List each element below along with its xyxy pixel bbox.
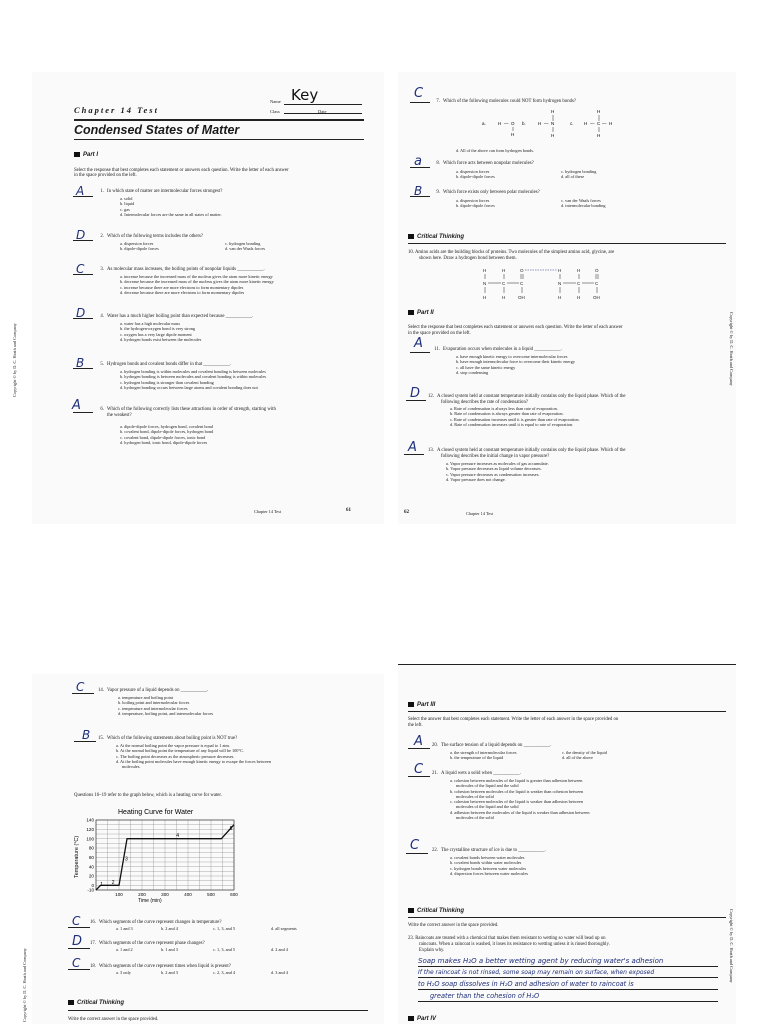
answer-rule-4 xyxy=(418,1001,718,1002)
options-q17: a. 1 and 2 b. 1 and 3 c. 1, 3, and 5 d. 2 and 4 xyxy=(116,947,288,952)
svg-text:—: — xyxy=(504,121,509,126)
options-q21: a. cohesion between molecules of the liquid is greater than adhesion between molecules of the liquid and the solid b. cohesion between molecules of the liquid is weaker than cohesion between molecules of the solid c. cohesion between molecules of the liquid is weaker than adhesion between molecules of the liquid and the solid d. adhesion between the molecules of the liquid is weaker than adhesion between molecules of the solid xyxy=(450,778,590,821)
svg-text:H: H xyxy=(538,121,542,126)
question-12-line-2: following describes the rate of condensation? xyxy=(441,400,528,405)
y-tick-label: 140 xyxy=(86,817,94,823)
answer-line-q20 xyxy=(408,748,430,749)
svg-text:H: H xyxy=(558,295,562,300)
segment-label: 1 xyxy=(100,882,104,889)
question-9: 9. Which force exists only between polar molecules? xyxy=(436,190,540,195)
answer-q6: A xyxy=(72,398,81,413)
svg-text:C: C xyxy=(597,121,601,126)
question-20: 20. The surface tension of a liquid depends on ___________. xyxy=(432,743,552,748)
svg-text:—: — xyxy=(590,121,595,126)
page-63 xyxy=(22,674,384,1024)
y-tick-label: -10 xyxy=(87,887,94,893)
footer-page-62: 62 xyxy=(404,510,409,515)
p64-instructions-line-1: Select the answer that best completes each statement. Write the letter of each answer in the space provided on xyxy=(408,717,619,722)
svg-text:H: H xyxy=(609,121,613,126)
options-q3: a. increase because the increased mass of the nucleus gives the atom more kinetic energy b. decrease because the increased mass of the nucleus gives the atom more kinetic energy c. increase because there are more electrons to form momentary dipoles d. decrease because there are more electrons to form momentary dipoles xyxy=(120,274,274,295)
svg-text:H: H xyxy=(483,268,487,273)
critical-rule-62 xyxy=(408,243,726,244)
options-q18: a. 3 only b. 2 and 3 c. 2, 3, and 4 d. 3 and 4 xyxy=(116,970,288,975)
critical-rule-63 xyxy=(68,1010,368,1011)
svg-text:H: H xyxy=(502,268,506,273)
answer-q23-line-1: Soap makes H₂O a better wetting agent by reducing water's adhesion xyxy=(418,957,664,965)
question-5: 5. Hydrogen bonds and covalent bonds differ in that ___________. xyxy=(100,362,231,367)
y-tick-label: 0 xyxy=(91,882,94,888)
x-tick-label: 400 xyxy=(184,892,192,897)
options-q11: a. have enough kinetic energy to overcome intermolecular forces b. have enough intermolecular force to overcome their kinetic energy c. all have the same kinetic energy d. stop condensing xyxy=(456,354,575,375)
question-12: 12. A closed system held at constant temperature initially contains only the liquid phase. Which of the xyxy=(428,394,626,399)
y-tick-label: 120 xyxy=(86,826,94,832)
question-21: 21. A liquid wets a solid when ___________. xyxy=(432,771,521,776)
x-tick-label: 300 xyxy=(161,892,169,897)
p62-instructions-line-1: Select the response that best completes each statement or answers each question. Write the letter of each answer xyxy=(408,325,623,330)
name-label: Name xyxy=(270,99,281,104)
answer-q7: C xyxy=(414,86,424,101)
options-q9: a. dispersion forces c. van der Waals forces b. dipole-dipole forces d. intermolecular bonding xyxy=(456,198,606,209)
q7-option-d: d. All of the above can form hydrogen bonds. xyxy=(456,148,535,153)
question-17: 17. Which segments of the curve represent phase changes? xyxy=(90,941,205,946)
instructions-line-1: Select the response that best completes each statement or answers each question. Write the letter of each answer xyxy=(74,168,289,173)
answer-line-q12 xyxy=(406,400,426,401)
answer-q4: D xyxy=(76,306,86,320)
instructions-line-2: in the space provided on the left. xyxy=(74,173,137,178)
chart-ylabel: Temperature (°C) xyxy=(74,835,80,878)
chart-title: Heating Curve for Water xyxy=(118,809,194,816)
p62-instructions-line-2: in the space provided on the left. xyxy=(408,331,471,336)
svg-text:OH: OH xyxy=(593,295,600,300)
y-tick-label: 80 xyxy=(88,845,94,851)
svg-text:H: H xyxy=(577,268,581,273)
options-q12: a. Rate of condensation is always less than rate of evaporation. b. Rate of condensation is always greater than rate of evaporation. c. Rate of condensation increases until it is greater than rate of evaporation. d. Rate of condensation increases until it is equal to rate of evaporation. xyxy=(450,406,580,427)
answer-q1: A xyxy=(76,184,85,198)
critical-thinking-heading-63: Critical Thinking xyxy=(68,1000,124,1006)
answer-line-q9 xyxy=(410,196,430,197)
svg-text:O: O xyxy=(520,268,524,273)
answer-line-q1 xyxy=(73,196,93,197)
answer-q23-line-4: greater than the cohesion of H₂O xyxy=(430,992,540,1000)
svg-text:—: — xyxy=(602,121,607,126)
q7-label-c: c. xyxy=(570,121,574,126)
footer-page-61: 61 xyxy=(346,508,351,513)
segment-label: 2 xyxy=(111,879,115,886)
svg-text:N: N xyxy=(558,281,562,286)
p63-write-instruction: Write the correct answer in the space provided. xyxy=(68,1017,159,1022)
svg-text:C: C xyxy=(520,281,524,286)
options-q20: a. the strength of intermolecular forces c. the density of the liquid b. the temperature of the liquid d. all of the above xyxy=(450,750,607,761)
answer-line-q3 xyxy=(73,274,93,275)
options-q4: a. water has a high molecular mass b. the hydrogen-oxygen bond is very strong c. oxygen has a very large dipole moment d. hydrogen bonds exist between the molecules xyxy=(120,321,202,342)
question-3: 3. As molecular mass increases, the boiling points of nonpolar liquids ___________. xyxy=(100,267,265,272)
segment-label: 4 xyxy=(176,833,179,840)
footer-title-62: Chapter 14 Test xyxy=(466,511,494,516)
answer-q12: D xyxy=(410,386,421,401)
copyright-62: Copyright © by D. C. Heath and Company xyxy=(729,312,734,386)
answer-q13: A xyxy=(408,440,417,455)
chart-xlabel: Time (min) xyxy=(138,898,162,904)
question-2: 2. Which of the following terms includes the others? xyxy=(100,234,204,239)
critical-thinking-heading-62: Critical Thinking xyxy=(408,234,464,240)
svg-text:H: H xyxy=(584,121,588,126)
copyright-61: Copyright © by D. C. Heath and Company xyxy=(12,323,17,397)
page-64-top-rule xyxy=(398,664,736,665)
x-tick-label: 500 xyxy=(207,892,215,897)
glycine-diagram xyxy=(463,265,663,305)
question-6: 6. Which of the following correctly lists these attractions in order of strength, starting with xyxy=(100,407,276,412)
question-1: 1. In which state of matter are intermolecular forces strongest? xyxy=(100,189,223,194)
options-q8: a. dispersion forces c. hydrogen bonding b. dipole-dipole forces d. all of these xyxy=(456,169,597,180)
date-label: Date xyxy=(318,109,327,114)
options-q15: a. At the normal boiling point the vapor pressure is equal to 1 atm. b. At the normal boiling point the temperature of any liquid will be 100°C. c. The boiling point decreases as the atmospheric pressure decreases. d. At the boiling point molecules have enough kinetic energy to escape the forces between molecules. xyxy=(116,743,271,770)
answer-line-q15 xyxy=(74,741,96,742)
answer-line-q13 xyxy=(404,454,424,455)
p64-write-instruction: Write the correct answer in the space provided. xyxy=(408,923,499,928)
p64-instructions-line-2: the left. xyxy=(408,723,423,728)
question-11: 11. Evaporation occurs when molecules in a liquid ___________. xyxy=(434,347,562,352)
answer-rule-2 xyxy=(418,977,718,978)
name-value: Key xyxy=(291,86,319,104)
page-64 xyxy=(398,664,736,1024)
answer-line-q16 xyxy=(68,927,90,928)
svg-text:H: H xyxy=(498,121,502,126)
class-label: Class xyxy=(270,109,280,114)
answer-line-q21 xyxy=(408,776,430,777)
svg-text:C: C xyxy=(502,281,506,286)
page-61 xyxy=(12,72,384,524)
question-23-line-3: Explain why. xyxy=(419,948,445,953)
svg-text:—: — xyxy=(544,121,549,126)
x-tick-label: 600 xyxy=(230,892,238,897)
critical-thinking-heading-64: Critical Thinking xyxy=(408,908,464,914)
segment-label: 3 xyxy=(125,856,128,863)
question-7: 7. Which of the following molecules could NOT form hydrogen bonds? xyxy=(436,99,576,104)
answer-line-q17 xyxy=(68,948,90,949)
question-8: 8. Which force acts between nonpolar molecules? xyxy=(436,161,534,166)
answer-q21: C xyxy=(414,762,424,777)
svg-text:C: C xyxy=(595,281,599,286)
part-iii-heading: Part III xyxy=(408,702,435,708)
y-tick-label: 40 xyxy=(88,864,94,870)
question-6-line-2: the weakest? xyxy=(107,413,132,418)
svg-text:N: N xyxy=(483,281,487,286)
answer-q5: B xyxy=(76,356,85,370)
y-tick-label: 20 xyxy=(88,873,94,879)
svg-text:H: H xyxy=(483,295,487,300)
svg-text:H: H xyxy=(511,132,515,137)
answer-line-q14 xyxy=(72,693,94,694)
svg-text:H: H xyxy=(597,133,601,138)
answer-q23-line-2: If the raincoat is not rinsed, some soap may remain on surface, when exposed xyxy=(418,969,655,976)
answer-q22: C xyxy=(410,838,420,853)
answer-line-q6 xyxy=(73,412,93,413)
question-14: 14. Vapor pressure of a liquid depends on ___________. xyxy=(98,688,209,693)
answer-q18: C xyxy=(72,956,81,970)
answer-line-q22 xyxy=(406,853,428,854)
answer-q23-line-3: to H₂O soap dissolves in H₂O and adhesion of water to raincoat is xyxy=(418,980,634,988)
copyright-63: Copyright © by D. C. Heath and Company xyxy=(22,948,27,1022)
q7-molecules xyxy=(478,105,698,145)
answer-q3: C xyxy=(76,262,85,276)
question-13-line-2: following describes the initial change in vapor pressure? xyxy=(441,454,550,459)
question-23-line-2: raincoats. When a raincoat is washed, it loses its resistance to wetting unless it is rinsed thoroughly. xyxy=(419,942,610,947)
answer-q17: D xyxy=(72,934,83,949)
answer-q15: B xyxy=(82,728,91,742)
class-line xyxy=(284,113,362,114)
footer-title-61: Chapter 14 Test xyxy=(254,509,282,514)
q7-label-a: a. xyxy=(482,121,486,126)
answer-line-q8 xyxy=(410,167,430,168)
part-iv-heading: Part IV xyxy=(408,1016,436,1022)
options-q16: a. 1 and 3 b. 2 and 4 c. 1, 3, and 5 d. all segments xyxy=(116,926,297,931)
answer-q9: B xyxy=(414,184,423,198)
part-i-heading: Part I xyxy=(74,152,98,158)
answer-line-q7 xyxy=(410,102,430,103)
svg-text:O: O xyxy=(511,121,515,126)
test-title: Condensed States of Matter xyxy=(74,123,240,137)
answer-line-q11 xyxy=(410,352,430,353)
options-q14: a. temperature and boiling point b. boiling point and intermolecular forces c. temperature and intermolecular forces d. temperature, boiling point, and intermolecular forces xyxy=(118,695,214,716)
answer-line-q5 xyxy=(73,368,93,369)
svg-text:H: H xyxy=(597,109,601,114)
options-q22: a. covalent bonds between water molecules b. covalent bonds within water molecules c. hydrogen bonds between water molecules d. dispersion forces between water molecules xyxy=(450,855,529,876)
options-q6: a. dipole-dipole forces, hydrogen bond, covalent bond b. covalent bond, dipole-dipole forces, hydrogen bond c. covalent bond, dipole-dipole forces, ionic bond d. hydrogen bond, ionic bond, dipole-dipole forces xyxy=(120,424,214,445)
part-iii-rule xyxy=(408,711,726,712)
segment-label: 5 xyxy=(229,826,233,833)
x-tick-label: 200 xyxy=(138,892,146,897)
part-ii-heading: Part II xyxy=(408,310,434,316)
title-rule-bottom xyxy=(74,139,364,140)
title-rule xyxy=(74,119,364,121)
question-22: 22. The crystalline structure of ice is due to ___________. xyxy=(432,848,546,853)
svg-text:H: H xyxy=(502,295,506,300)
x-tick-label: 100 xyxy=(115,892,123,897)
answer-q14: C xyxy=(76,680,85,694)
answer-q20: A xyxy=(414,734,423,749)
svg-text:H: H xyxy=(577,295,581,300)
options-q2: a. dispersion forces c. hydrogen bonding b. dipole-dipole forces d. van der Waals forces xyxy=(120,241,266,252)
question-16: 16. Which segments of the curve represent changes in temperature? xyxy=(90,920,222,925)
answer-rule-1 xyxy=(418,966,718,967)
question-23: 23. Raincoats are treated with a chemical that makes them resistant to wetting so water will bead up on xyxy=(408,936,606,941)
copyright-64: Copyright © by D. C. Heath and Company xyxy=(729,909,734,983)
y-tick-label: 100 xyxy=(86,836,94,842)
heating-curve-chart xyxy=(66,806,246,906)
chapter-label: Chapter 14 Test xyxy=(74,105,159,115)
svg-text:OH: OH xyxy=(518,295,525,300)
graph-intro: Questions 16–19 refer to the graph below, which is a heating curve for water. xyxy=(74,793,222,798)
answer-q2: D xyxy=(76,228,86,242)
page-62 xyxy=(398,72,736,524)
critical-rule-64 xyxy=(408,917,726,918)
svg-text:H: H xyxy=(558,268,562,273)
q7-label-b: b. xyxy=(522,121,526,126)
svg-text:H: H xyxy=(551,109,555,114)
answer-line-q2 xyxy=(73,240,93,241)
question-10: 10. Amino acids are the building blocks of proteins. Two molecules of the simplest amino acid, glycine, are xyxy=(408,250,615,255)
answer-rule-3 xyxy=(418,989,718,990)
options-q5: a. hydrogen bonding is within molecules and covalent bonding is between molecules b. hydrogen bonding is between molecules and covalent bonding is within molecules c. hydrogen bonding is stronger than covalent bonding d. hydrogen bonding occurs between large atoms and covalent bonding does not xyxy=(120,369,267,390)
answer-q8: a xyxy=(414,154,422,169)
svg-text:O: O xyxy=(595,268,599,273)
options-q1: a. solid b. liquid c. gas d. Intermolecular forces are the same in all states of matter. xyxy=(120,196,222,217)
answer-q11: A xyxy=(414,336,423,351)
answer-q16: C xyxy=(72,914,81,928)
question-13: 13. A closed system held at constant temperature initially contains only the liquid phase. Which of the xyxy=(428,448,626,453)
y-tick-label: 60 xyxy=(88,854,94,860)
name-line xyxy=(284,104,362,105)
question-10-line-2: shown here. Draw a hydrogen bond between them. xyxy=(419,256,517,261)
svg-text:H: H xyxy=(551,133,555,138)
svg-text:N: N xyxy=(551,121,555,126)
question-18: 18. Which segments of the curve represent times when liquid is present? xyxy=(90,964,231,969)
question-15: 15. Which of the following statements about boiling point is NOT true? xyxy=(98,736,238,741)
question-4: 4. Water has a much higher boiling point than expected because ___________. xyxy=(100,314,254,319)
answer-line-q4 xyxy=(73,318,93,319)
svg-text:C: C xyxy=(577,281,581,286)
options-q13: a. Vapor pressure increases as molecules of gas accumulate. b. Vapor pressure decreases as liquid volume decreases. c. Vapor pressure decreases as condensation increases. d. Vapor pressure does not change. xyxy=(446,461,549,482)
